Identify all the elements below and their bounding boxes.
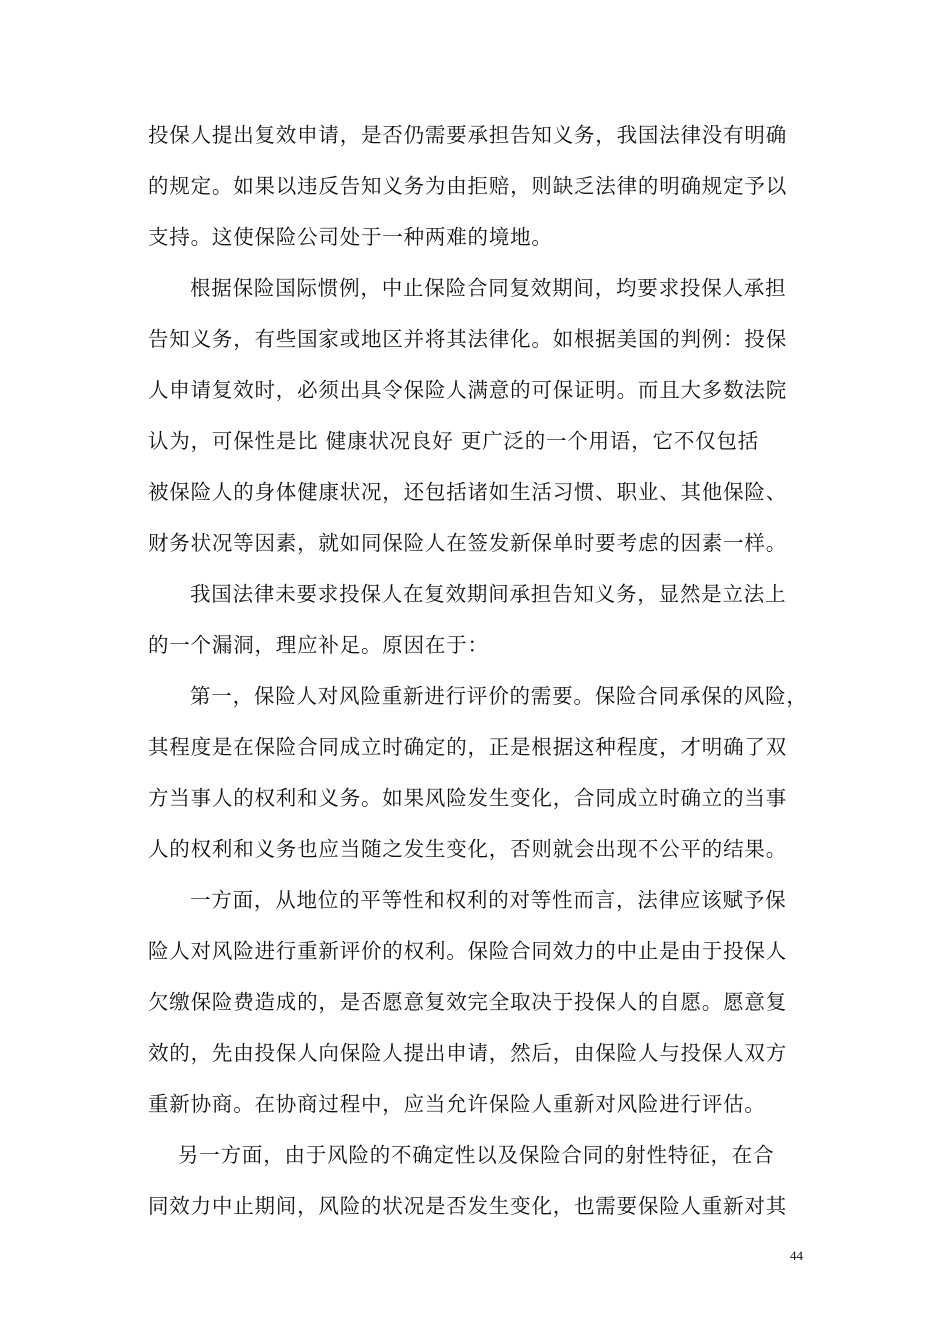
text-line: 效的，先由投保人向保险人提出申请，然后，由保险人与投保人双方 bbox=[148, 1041, 787, 1065]
text-line: 被保险人的身体健康状况，还包括诸如生活习惯、职业、其他保险、 bbox=[148, 480, 787, 504]
text-line: 财务状况等因素，就如同保险人在签发新保单时要考虑的因素一样。 bbox=[148, 531, 787, 555]
text-line: 险人对风险进行重新评价的权利。保险合同效力的中止是由于投保人 bbox=[148, 939, 787, 963]
paragraph-start-line: 另一方面，由于风险的不确定性以及保险合同的射性特征，在合 bbox=[178, 1143, 775, 1167]
text-line: 人的权利和义务也应当随之发生变化，否则就会出现不公平的结果。 bbox=[148, 837, 787, 861]
text-line: 的规定。如果以违反告知义务为由拒赔，则缺乏法律的明确规定予以 bbox=[148, 174, 787, 198]
paragraph-start-line: 第一，保险人对风险重新进行评价的需要。保险合同承保的风险， bbox=[190, 684, 808, 708]
text-line: 人申请复效时，必须出具令保险人满意的可保证明。而且大多数法院 bbox=[148, 378, 787, 402]
text-line: 其程度是在保险合同成立时确定的，正是根据这种程度，才明确了双 bbox=[148, 735, 787, 759]
page-number: 44 bbox=[790, 1248, 803, 1263]
paragraph-start-line: 根据保险国际惯例，中止保险合同复效期间，均要求投保人承担 bbox=[190, 276, 787, 300]
paragraph-start-line: 我国法律未要求投保人在复效期间承担告知义务，显然是立法上 bbox=[190, 582, 787, 606]
text-line: 欠缴保险费造成的，是否愿意复效完全取决于投保人的自愿。愿意复 bbox=[148, 990, 787, 1014]
text-line: 告知义务，有些国家或地区并将其法律化。如根据美国的判例：投保 bbox=[148, 327, 787, 351]
text-line: 投保人提出复效申请，是否仍需要承担告知义务，我国法律没有明确 bbox=[148, 123, 787, 147]
text-line: 方当事人的权利和义务。如果风险发生变化，合同成立时确立的当事 bbox=[148, 786, 787, 810]
text-line: 同效力中止期间，风险的状况是否发生变化，也需要保险人重新对其 bbox=[148, 1194, 787, 1218]
text-line: 认为，可保性是比 健康状况良好 更广泛的一个用语，它不仅包括 bbox=[148, 429, 760, 453]
text-line: 的一个漏洞，理应补足。原因在于： bbox=[148, 633, 489, 657]
text-line: 支持。这使保险公司处于一种两难的境地。 bbox=[148, 225, 553, 249]
text-line: 重新协商。在协商过程中，应当允许保险人重新对风险进行评估。 bbox=[148, 1092, 766, 1116]
paragraph-start-line: 一方面，从地位的平等性和权利的对等性而言，法律应该赋予保 bbox=[190, 888, 787, 912]
